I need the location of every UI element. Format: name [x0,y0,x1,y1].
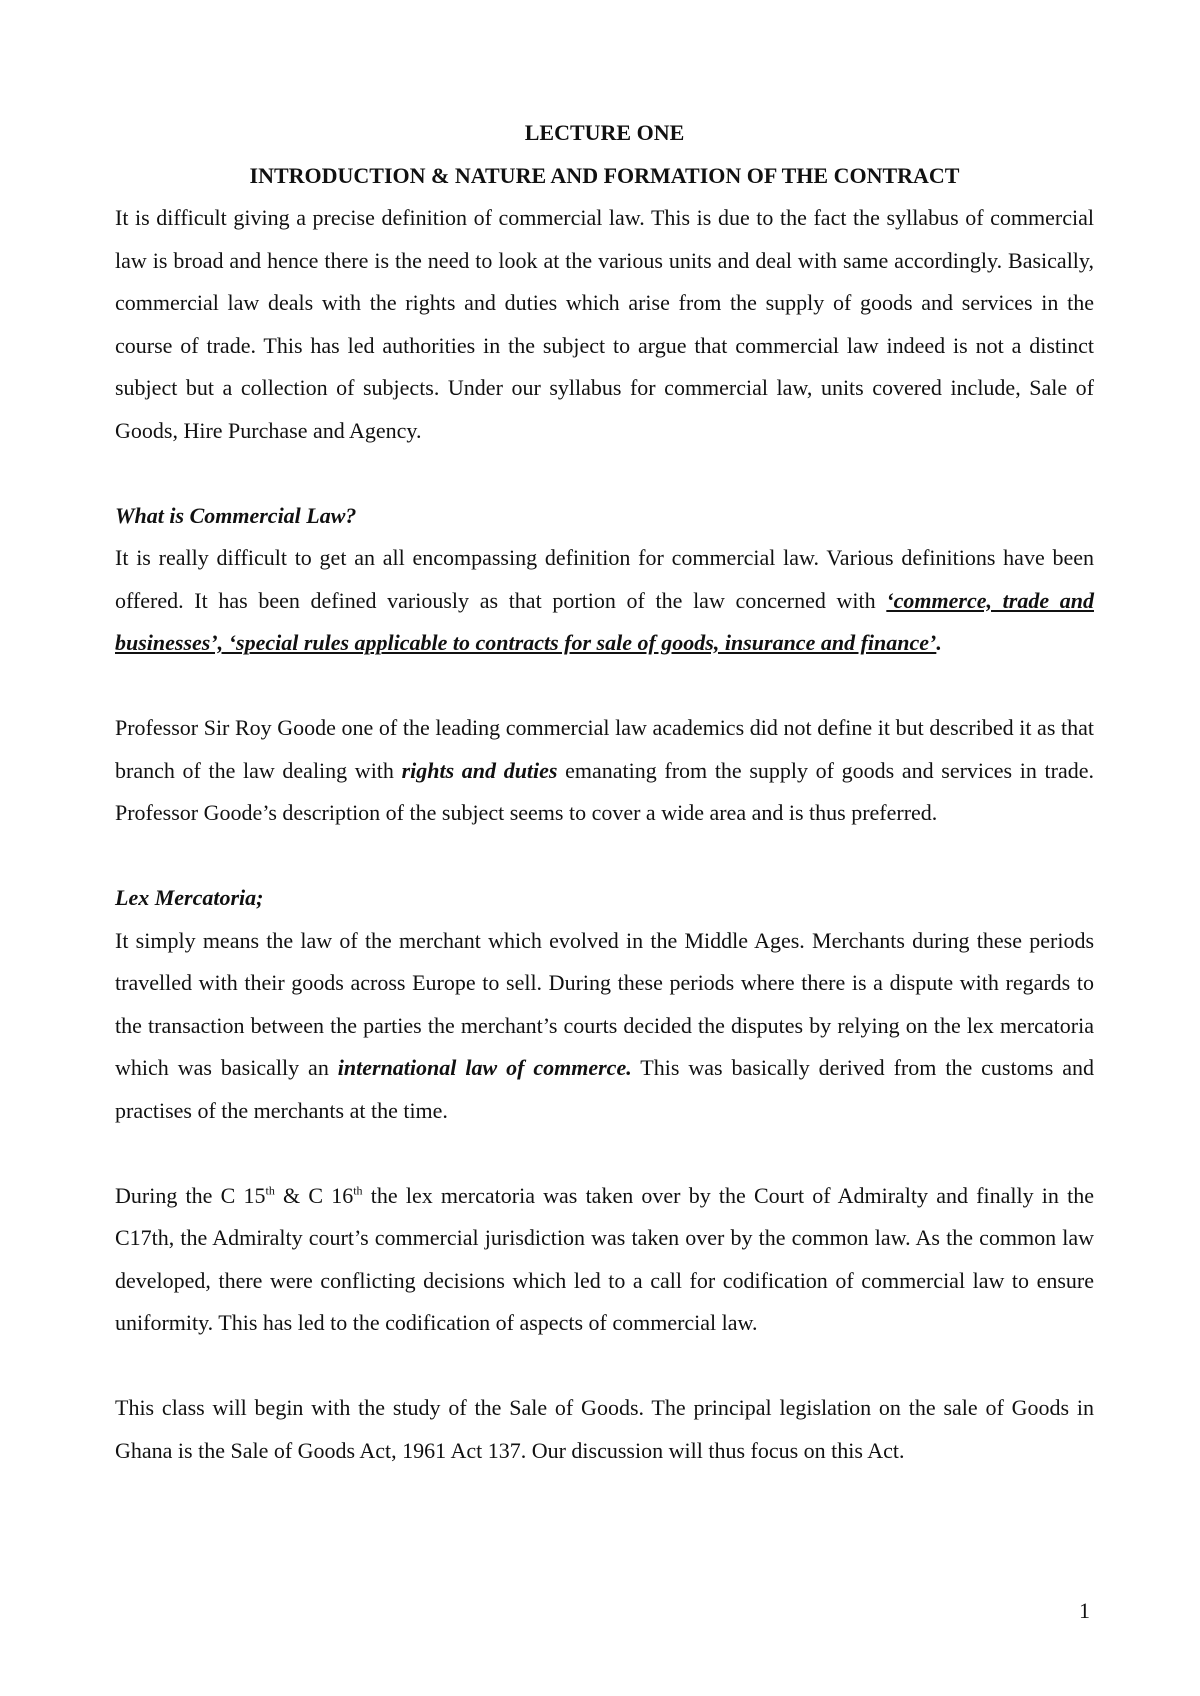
intro-paragraph: It is difficult giving a precise definition of commercial law. This is due to the fact the syllabus of commercial law is broad and hence there is the need to look at the various units and deal with same accordingly. Basically, commercial law deals with the rights and duties which arise from the supply of goods and services in the course of trade. This has led authorities in the subject to argue that commercial law indeed is not a distinct subject but a collection of subjects. Under our syllabus for commercial law, units covered include, Sale of Goods, Hire Purchase and Agency. [115,205,1094,443]
definition-quote: ‘commerce, trade and businesses’, ‘special rules applicable to contracts for sale of goods, insurance and finance’ [115,587,1094,655]
section-heading-commercial-law: What is Commercial Law? [115,502,357,528]
spacer [115,1132,1094,1175]
definition-end: . [936,630,942,655]
page-number: 1 [1079,1598,1090,1623]
section-heading-lex-mercatoria: Lex Mercatoria; [115,885,264,910]
lex-emphasis: international law of commerce. [337,1055,632,1080]
definition-text: It is really difficult to get an all encompassing definition for commercial law. Various definitions have been offered. It has been defined variously as that portion of the law concerned with [115,545,1094,613]
lecture-title: LECTURE ONE [524,120,685,145]
lex-text-after: This was basically derived from the customs and practises of the merchants at the time. [115,1055,1095,1123]
spacer [115,1345,1094,1388]
spacer [115,835,1094,878]
spacer [115,665,1094,708]
goode-emphasis: rights and duties [401,757,558,783]
goode-text-after: emanating from the supply of goods and services in trade. Professor Goode’s description of the subject seems to cover a wide area and is thus preferred. [115,757,1094,825]
history-text-3: the lex mercatoria was taken over by the Court of Admiralty and finally in the C17th, the Admiralty court’s commercial jurisdiction was taken over by the common law. As the common law developed, there were conflicting decisions which led to a call for codification of commercial law to ensure uniformity. This has led to the codification of aspects of commercial law. [115,1182,1094,1335]
goode-paragraph [115,707,1094,835]
history-text-1: During the C 15 [115,1182,266,1208]
history-text-2: & C 16 [274,1182,354,1208]
lex-paragraph [115,920,1094,1133]
definition-paragraph [115,537,1094,665]
page-content [115,112,1094,1472]
goode-text-before: Professor Sir Roy Goode one of the leading commercial law academics did not define it but described it as that branch of the law dealing with [115,715,1094,783]
history-paragraph [115,1175,1094,1345]
lex-text-before: It simply means the law of the merchant which evolved in the Middle Ages. Merchants during these periods travelled with their goods across Europe to sell. During these periods where there is a dispute with regards to the transaction between the parties the merchant’s courts decided the disputes by relying on the lex mercatoria which was basically an [115,927,1094,1080]
closing-paragraph: This class will begin with the study of the Sale of Goods. The principal legislation on the sale of Goods in Ghana is the Sale of Goods Act, 1961 Act 137. Our discussion will thus focus on this Act. [115,1395,1094,1463]
spacer [115,452,1094,495]
superscript-th: th [265,1183,275,1198]
lecture-subtitle: INTRODUCTION & NATURE AND FORMATION OF THE CONTRACT [249,162,960,188]
superscript-th: th [353,1183,363,1198]
